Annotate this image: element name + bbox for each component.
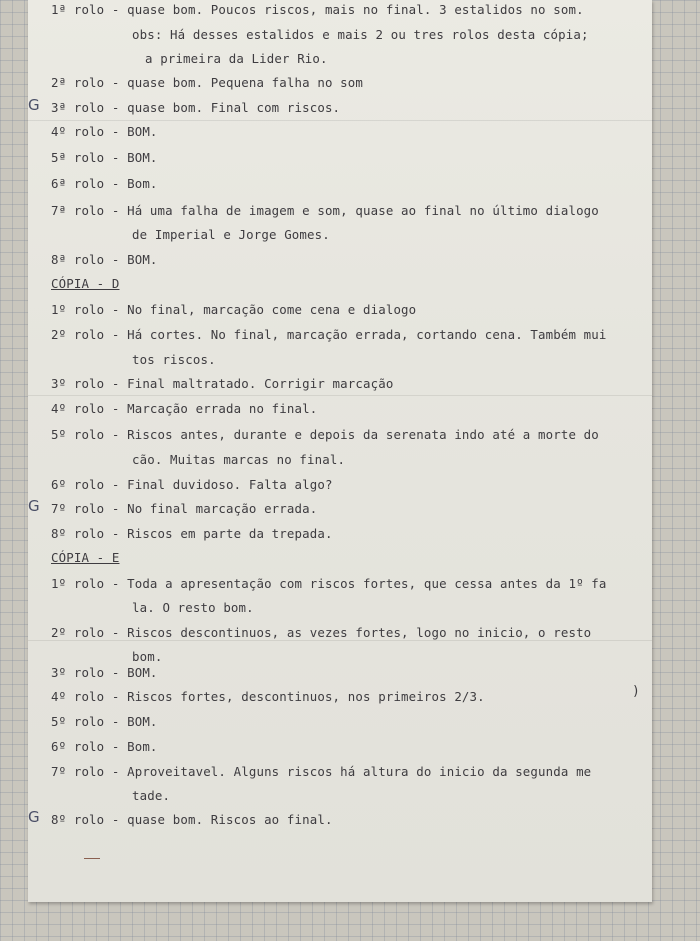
margin-paren: ) [632,684,640,699]
text-line: 1º rolo - Toda a apresentação com riscos fortes, que cessa antes da 1º fa [51,576,607,591]
text-line: 2º rolo - Há cortes. No final, marcação errada, cortando cena. Também mui [51,327,607,342]
text-line: 1ª rolo - quase bom. Poucos riscos, mais no final. 3 estalidos no som. [51,2,584,17]
text-line: 3º rolo - BOM. [51,665,158,680]
text-line: 5º rolo - BOM. [51,714,158,729]
text-line: 2º rolo - Riscos descontinuos, as vezes fortes, logo no inicio, o resto [51,625,592,640]
text-line: 3º rolo - Final maltratado. Corrigir marcação [51,376,394,391]
text-line: 5ª rolo - BOM. [51,150,158,165]
text-line: 1º rolo - No final, marcação come cena e dialogo [51,302,417,317]
ink-dash [84,858,100,859]
fold-line [28,120,652,121]
text-line: 6ª rolo - Bom. [51,176,158,191]
text-line: 7ª rolo - Há uma falha de imagem e som, quase ao final no último dialogo [51,203,599,218]
text-line: a primeira da Lider Rio. [145,51,328,66]
fold-line [28,395,652,396]
text-line: 6º rolo - Bom. [51,739,158,754]
text-line: 3ª rolo - quase bom. Final com riscos. [51,100,341,115]
text-line: 2ª rolo - quase bom. Pequena falha no som [51,75,364,90]
text-line: 5º rolo - Riscos antes, durante e depois da serenata indo até a morte do [51,427,599,442]
text-line: bom. [132,649,163,664]
handwritten-mark: G [28,497,40,515]
text-line: 6º rolo - Final duvidoso. Falta algo? [51,477,333,492]
text-line: 8ª rolo - BOM. [51,252,158,267]
text-line: de Imperial e Jorge Gomes. [132,227,330,242]
text-line: obs: Há desses estalidos e mais 2 ou tres rolos desta cópia; [132,27,589,42]
text-line: 7º rolo - No final marcação errada. [51,501,318,516]
section-heading: CÓPIA - E [51,550,120,565]
text-line: tade. [132,788,171,803]
text-line: cão. Muitas marcas no final. [132,452,346,467]
section-heading: CÓPIA - D [51,276,120,291]
handwritten-mark: G [28,808,40,826]
text-line: tos riscos. [132,352,216,367]
text-line: 7º rolo - Aproveitavel. Alguns riscos há altura do inicio da segunda me [51,764,592,779]
text-line: 8º rolo - quase bom. Riscos ao final. [51,812,333,827]
text-line: 8º rolo - Riscos em parte da trepada. [51,526,333,541]
text-line: 4º rolo - Riscos fortes, descontinuos, nos primeiros 2/3. [51,689,485,704]
handwritten-mark: G [28,96,40,114]
text-line: la. O resto bom. [132,600,254,615]
text-line: 4º rolo - BOM. [51,124,158,139]
text-line: 4º rolo - Marcação errada no final. [51,401,318,416]
